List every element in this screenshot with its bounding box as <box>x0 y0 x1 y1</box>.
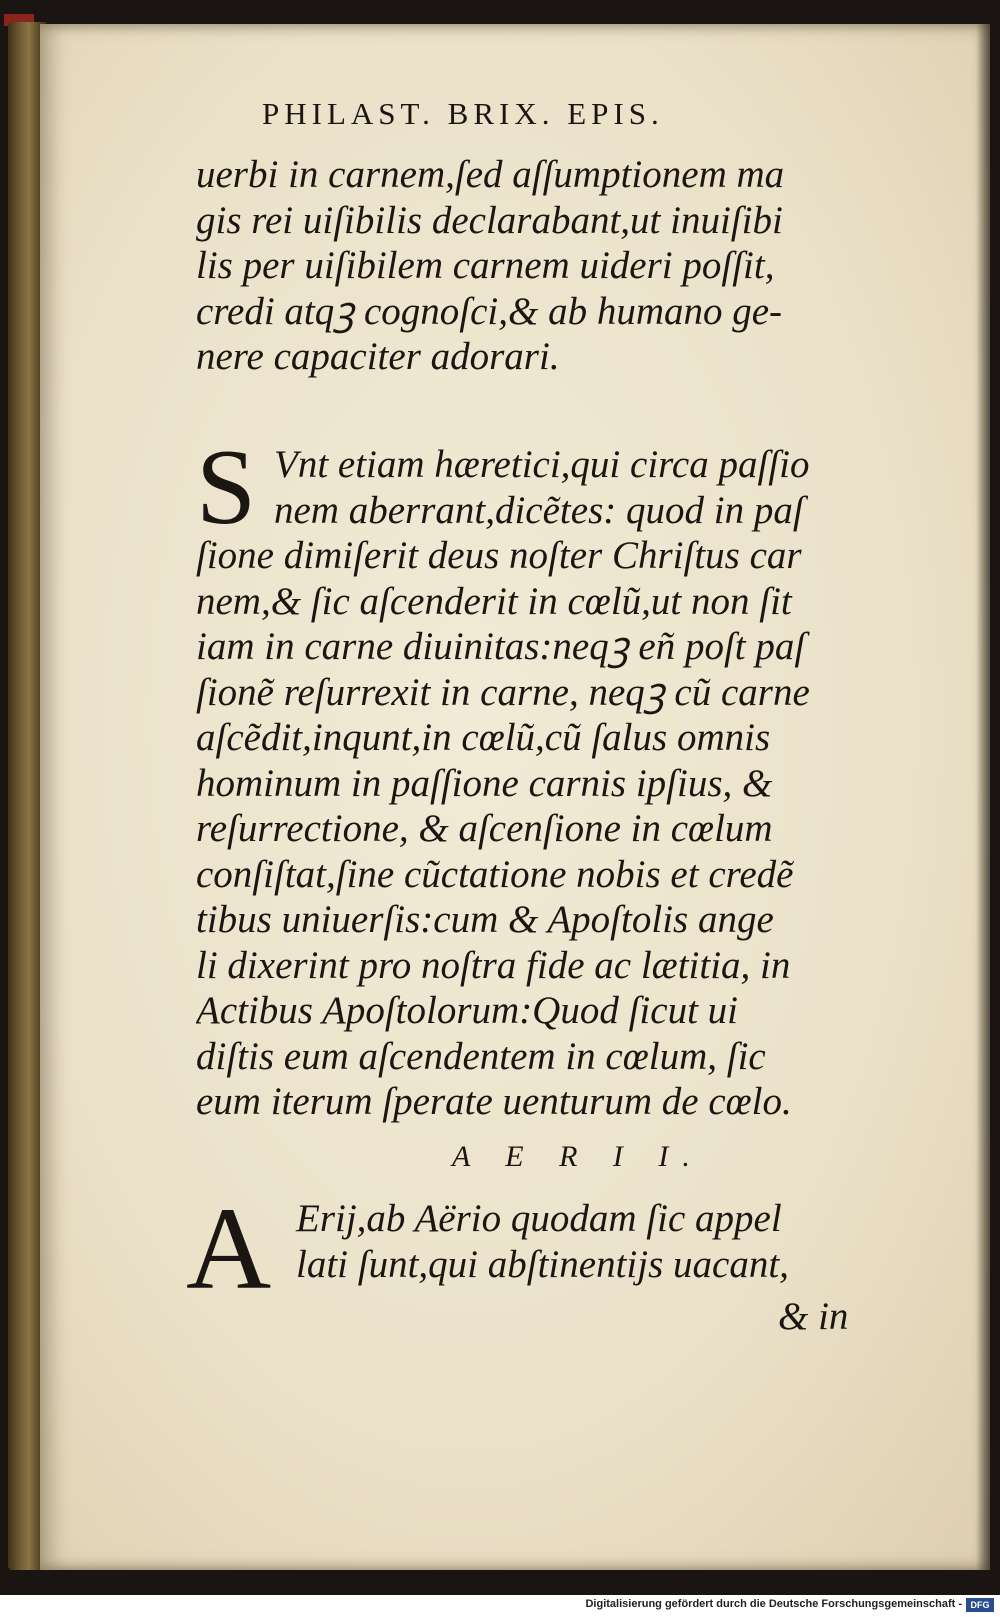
text-line: tibus uniuerſis:cum & Apoſtolis ange <box>196 898 774 941</box>
paragraph-3 <box>196 1196 876 1287</box>
text-line: iam in carne diuinitas:neqꝫ eñ poſt paſ <box>196 625 806 668</box>
text-line: nem,& ſic aſcenderit in cœlũ,ut non ſit <box>196 579 792 623</box>
text-line: lis per uiſibilem carnem uideri poſſit, <box>196 244 775 287</box>
dfg-logo: DFG <box>966 1598 994 1612</box>
text-line: uerbi in carnem,ſed aſſumptionem ma <box>196 153 785 196</box>
text-line: gis rei uiſibilis declarabant,ut inuiſibi <box>196 198 783 242</box>
text-line: lati ſunt,qui abſtinentijs uacant, <box>296 1242 789 1286</box>
text-line: ſionẽ reſurrexit in carne, neqꝫ cũ carne <box>196 670 810 714</box>
text-line: eum iterum ſperate uenturum de cœlo. <box>196 1080 792 1123</box>
paragraph-2 <box>196 442 876 1125</box>
text-line: Vnt etiam hæretici,qui circa paſſio <box>274 443 810 486</box>
paragraph-1 <box>196 152 876 380</box>
drop-cap-s: S <box>196 428 257 547</box>
catchword: & in <box>778 1295 849 1338</box>
digitization-credit: Digitalisierung gefördert durch die Deutsche Forschungsgemeinschaft - <box>585 1598 962 1610</box>
text-line: nere capaciter adorari. <box>196 335 560 378</box>
text-line: nem aberrant,dicẽtes: quod in paſ <box>274 488 804 532</box>
text-line: ſione dimiſerit deus noſter Chriſtus car <box>196 534 802 577</box>
text-line: Erij,ab Aërio quodam ſic appel <box>296 1197 782 1240</box>
text-line: hominum in paſſione carnis ipſius, & <box>196 761 773 805</box>
text-line: aſcẽdit,inqunt,in cœlũ,cũ ſalus omnis <box>196 716 771 759</box>
running-head: PHILAST. BRIX. EPIS. <box>262 96 664 131</box>
text-line: conſiſtat,ſine cũctatione nobis et credẽ <box>196 852 794 896</box>
text-line: reſurrectione, & aſcenſione in cœlum <box>196 807 773 850</box>
drop-cap-a: A <box>186 1183 272 1314</box>
text-line: li dixerint pro noſtra fide ac lætitia, in <box>196 943 791 987</box>
text-line: diſtis eum aſcendentem in cœlum, ſic <box>196 1034 766 1078</box>
text-line: Actibus Apoſtolorum:Quod ſicut ui <box>196 989 739 1032</box>
text-line: credi atqꝫ cognoſci,& ab humano ge- <box>196 289 783 333</box>
section-heading: A E R I I. <box>452 1140 704 1173</box>
page-edge-shadow <box>976 24 990 1570</box>
